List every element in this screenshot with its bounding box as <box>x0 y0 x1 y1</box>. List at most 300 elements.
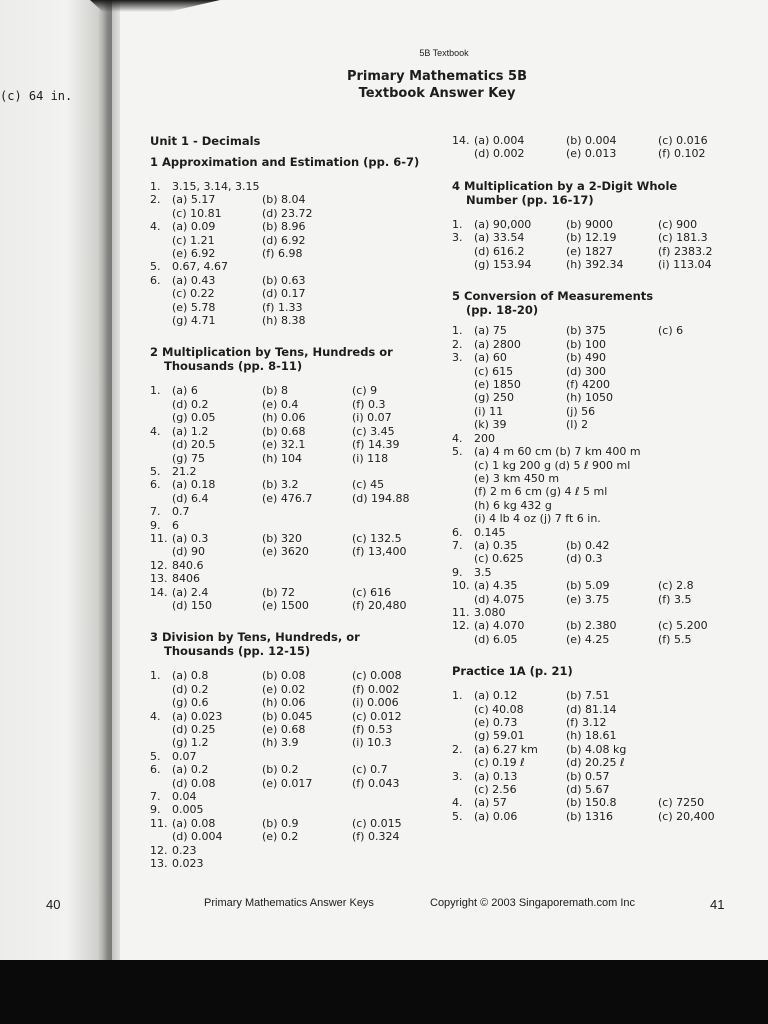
answer-row <box>452 324 752 337</box>
answer-cell: (e) 0.2 <box>262 830 299 844</box>
answer-cell: (a) 0.06 <box>474 809 518 823</box>
answer-cell: (e) 0.73 <box>474 716 518 729</box>
answer-cell: (b) 8.96 <box>262 220 306 234</box>
answer-row <box>452 365 752 378</box>
section-heading <box>150 630 442 658</box>
answer-cell: (i) 11 <box>474 404 504 418</box>
answer-cell: (i) 113.04 <box>658 258 712 272</box>
question-number <box>150 398 172 411</box>
answer-cell: (e) 3.75 <box>566 592 610 606</box>
question-number <box>150 287 172 300</box>
answer-row <box>150 669 442 682</box>
answer-cell: (a) 75 <box>474 324 507 338</box>
answer-cell: (f) 0.3 <box>352 397 386 411</box>
question-number <box>150 234 172 247</box>
answer-cell: (d) 0.3 <box>566 552 603 566</box>
answer-cell: 0.023 <box>172 857 204 871</box>
answer-cell: (f) 2 m 6 cm (g) 4 ℓ 5 ml <box>474 485 608 499</box>
answer-row <box>452 231 752 244</box>
answer-cell: (a) 0.08 <box>172 816 216 830</box>
answer-row <box>150 519 442 532</box>
question-number <box>150 599 172 612</box>
section-heading-line: Practice 1A (p. 21) <box>452 664 573 679</box>
spacer <box>150 169 442 180</box>
answer-row <box>150 844 442 857</box>
answer-row <box>150 830 442 843</box>
answer-cell: (a) 0.8 <box>172 669 209 683</box>
question-number <box>150 314 172 327</box>
answer-cell: (e) 0.68 <box>262 723 306 736</box>
answer-cell: (h) 104 <box>262 451 303 465</box>
answer-cell: (a) 4 m 60 cm (b) 7 km 400 m <box>474 445 641 459</box>
question-number <box>150 723 172 736</box>
answer-cell: (b) 0.57 <box>566 769 610 783</box>
question-number: 1. <box>150 180 161 193</box>
answer-cell: (b) 4.08 kg <box>566 742 627 756</box>
section-heading-line: 4 Multiplication by a 2-Digit Whole <box>452 178 678 193</box>
answer-cell: (b) 72 <box>262 585 296 599</box>
answer-cell: (c) 1 kg 200 g (d) 5 ℓ 900 ml <box>474 458 631 472</box>
answer-cell: (b) 5.09 <box>566 579 610 593</box>
answer-row <box>150 532 442 545</box>
answer-cell: (a) 2.4 <box>172 585 209 599</box>
page-header-label: 5B Textbook <box>419 48 469 58</box>
spacer <box>452 646 752 664</box>
answer-row <box>150 572 442 585</box>
answer-cell: (h) 0.06 <box>262 696 306 710</box>
answer-row <box>150 683 442 696</box>
answer-row <box>150 301 442 314</box>
answer-cell: (b) 0.045 <box>262 709 313 723</box>
answer-cell: (a) 60 <box>474 351 507 365</box>
answer-row <box>150 207 442 220</box>
question-number: 1. <box>150 669 161 683</box>
question-number: 1. <box>452 689 463 703</box>
answer-row <box>452 445 752 458</box>
answer-cell: (a) 2800 <box>474 337 521 351</box>
question-number <box>150 683 172 696</box>
answer-cell: (c) 615 <box>474 364 514 378</box>
answer-cell: 0.67, 4.67 <box>172 260 228 274</box>
answer-cell: (e) 6.92 <box>172 247 216 261</box>
answer-cell: (f) 5.5 <box>658 632 692 646</box>
answer-cell: 840.6 <box>172 558 204 572</box>
answer-cell: (c) 40.08 <box>474 702 524 716</box>
answer-row <box>452 405 752 418</box>
question-number: 2. <box>452 337 463 351</box>
footer-copyright: Copyright © 2003 Singaporemath.com Inc <box>430 897 635 909</box>
answer-cell: (b) 0.68 <box>262 424 306 438</box>
answer-cell: (c) 0.7 <box>352 763 388 777</box>
answer-cell: (a) 0.12 <box>474 689 518 703</box>
answer-cell: (h) 3.9 <box>262 736 299 750</box>
answer-cell: (c) 132.5 <box>352 531 402 545</box>
spacer <box>150 373 442 384</box>
answer-row <box>150 220 442 233</box>
answer-row <box>150 247 442 260</box>
answer-cell: (i) 0.006 <box>352 696 399 710</box>
answer-cell: (j) 56 <box>566 404 596 418</box>
answer-row <box>150 452 442 465</box>
question-number: 13. <box>150 572 168 586</box>
spacer <box>452 317 752 324</box>
section-heading <box>150 345 442 373</box>
answer-cell: (e) 0.017 <box>262 776 313 790</box>
answer-cell: (c) 181.3 <box>658 231 708 245</box>
answer-cell: (f) 20,480 <box>352 598 407 612</box>
section-heading-line: 1 Approximation and Estimation (pp. 6-7) <box>150 155 420 169</box>
answer-cell: (h) 392.34 <box>566 258 624 272</box>
answer-cell: (g) 4.71 <box>172 314 216 328</box>
answer-cell: (d) 6.4 <box>172 491 209 505</box>
question-number: 6. <box>150 478 161 492</box>
answer-cell: (g) 75 <box>172 451 206 465</box>
answer-row <box>150 505 442 518</box>
question-number <box>452 499 474 512</box>
answer-cell: (g) 1.2 <box>172 736 209 750</box>
answer-row <box>452 770 752 783</box>
answer-cell: (f) 14.39 <box>352 438 400 452</box>
answer-cell: (a) 4.070 <box>474 619 525 633</box>
answer-cell: (a) 0.13 <box>474 769 518 783</box>
answer-cell: (g) 0.6 <box>172 696 209 710</box>
answer-cell: (e) 0.4 <box>262 397 299 411</box>
answer-cell: 0.7 <box>172 505 190 519</box>
question-number <box>150 411 172 424</box>
question-number: 4. <box>150 424 161 438</box>
answer-cell: (b) 12.19 <box>566 231 617 245</box>
answer-row <box>150 260 442 273</box>
answer-cell: (e) 0.013 <box>566 147 617 161</box>
answer-cell: (d) 81.14 <box>566 702 617 716</box>
question-number: 5. <box>452 809 463 823</box>
answer-row <box>452 378 752 391</box>
answer-cell: 6 <box>172 518 179 532</box>
answer-cell: 0.23 <box>172 843 197 857</box>
answer-cell: (b) 320 <box>262 531 303 545</box>
answer-cell: (a) 90,000 <box>474 217 532 231</box>
question-number: 2. <box>150 193 161 207</box>
question-number <box>452 472 474 485</box>
question-number: 4. <box>150 220 161 234</box>
question-number <box>452 365 474 378</box>
answer-cell: (d) 23.72 <box>262 206 313 220</box>
question-number <box>452 418 474 431</box>
question-number <box>150 452 172 465</box>
book-spine-shadow <box>98 0 120 960</box>
answer-cell: (a) 33.54 <box>474 231 525 245</box>
question-number <box>150 696 172 709</box>
answer-cell: (d) 90 <box>172 545 206 559</box>
answer-row <box>452 593 752 606</box>
answer-cell: (c) 45 <box>352 478 385 492</box>
question-number: 9. <box>150 803 161 817</box>
question-number: 11. <box>150 816 168 830</box>
section-heading-line: Thousands (pp. 8-11) <box>164 359 303 374</box>
section-heading <box>452 179 752 207</box>
right-page-number: 41 <box>710 897 725 912</box>
question-number: 5. <box>150 464 161 478</box>
answer-row <box>452 633 752 646</box>
answer-column-left <box>150 134 442 870</box>
answer-row <box>452 716 752 729</box>
answer-cell: (e) 4.25 <box>566 632 610 646</box>
question-number <box>150 830 172 843</box>
answer-cell: (b) 8 <box>262 384 289 398</box>
question-number <box>150 545 172 558</box>
answer-row <box>150 723 442 736</box>
answer-row <box>150 384 442 397</box>
answer-cell: (d) 0.2 <box>172 397 209 411</box>
answer-cell: (a) 57 <box>474 796 507 810</box>
answer-cell: (b) 0.42 <box>566 538 610 552</box>
answer-cell: 21.2 <box>172 464 197 478</box>
question-number <box>452 459 474 472</box>
answer-cell: (b) 100 <box>566 337 607 351</box>
page-title <box>300 68 574 102</box>
answer-cell: (b) 490 <box>566 351 607 365</box>
answer-row <box>150 274 442 287</box>
answer-cell: (b) 7.51 <box>566 689 610 703</box>
answer-cell: (b) 0.63 <box>262 273 306 287</box>
answer-row <box>150 398 442 411</box>
question-number: 5. <box>150 749 161 763</box>
answer-row <box>150 599 442 612</box>
question-number: 12. <box>150 558 168 572</box>
section-heading-line: Unit 1 - Decimals <box>150 134 261 148</box>
answer-cell: (c) 0.008 <box>352 669 402 683</box>
answer-cell: (g) 0.05 <box>172 411 216 425</box>
spacer <box>150 658 442 669</box>
question-number: 14. <box>452 134 470 147</box>
question-number <box>452 716 474 729</box>
answer-row <box>452 810 752 823</box>
answer-cell: (c) 7250 <box>658 796 705 810</box>
question-number: 7. <box>452 538 463 552</box>
question-number: 9. <box>150 518 161 532</box>
question-number <box>452 485 474 498</box>
answer-row <box>150 438 442 451</box>
section-heading-line: (pp. 18-20) <box>466 303 539 318</box>
answer-cell: (i) 4 lb 4 oz (j) 7 ft 6 in. <box>474 512 601 526</box>
answer-row <box>150 287 442 300</box>
answer-cell: 0.145 <box>474 525 506 539</box>
answer-cell: (a) 4.35 <box>474 579 518 593</box>
answer-cell: (h) 1050 <box>566 391 614 405</box>
question-number: 1. <box>452 217 463 231</box>
answer-row <box>452 566 752 579</box>
answer-cell: (e) 5.78 <box>172 300 216 314</box>
answer-row <box>452 579 752 592</box>
spacer <box>150 612 442 630</box>
answer-cell: 0.04 <box>172 790 197 804</box>
answer-cell: (a) 6.27 km <box>474 742 538 756</box>
answer-cell: (a) 0.3 <box>172 531 209 545</box>
answer-row <box>452 459 752 472</box>
question-number: 10. <box>452 579 470 593</box>
answer-cell: (f) 0.002 <box>352 682 400 696</box>
answer-cell: (d) 4.075 <box>474 592 525 606</box>
question-number: 4. <box>452 431 463 445</box>
answer-cell: (d) 6.92 <box>262 233 306 247</box>
answer-cell: (c) 0.016 <box>658 134 708 147</box>
answer-row <box>150 465 442 478</box>
answer-row <box>150 425 442 438</box>
answer-row <box>452 796 752 809</box>
question-number: 5. <box>150 260 161 274</box>
answer-cell: (i) 0.07 <box>352 411 392 425</box>
answer-cell: (c) 616 <box>352 585 392 599</box>
question-number <box>452 258 474 271</box>
answer-cell: (a) 0.004 <box>474 134 525 147</box>
section-heading-line: 3 Division by Tens, Hundreds, or <box>150 630 360 645</box>
answer-row <box>150 492 442 505</box>
answer-cell: (c) 0.19 ℓ <box>474 756 525 770</box>
question-number <box>452 405 474 418</box>
question-number: 7. <box>150 505 161 519</box>
answer-row <box>150 411 442 424</box>
answer-row <box>452 512 752 525</box>
answer-cell: (c) 10.81 <box>172 206 222 220</box>
answer-row <box>150 696 442 709</box>
section-heading-line: Thousands (pp. 12-15) <box>164 644 311 659</box>
answer-row <box>150 193 442 206</box>
question-number <box>452 703 474 716</box>
answer-cell: (a) 0.09 <box>172 220 216 234</box>
answer-cell: (a) 0.023 <box>172 709 223 723</box>
answer-cell: (a) 0.35 <box>474 538 518 552</box>
answer-cell: (a) 1.2 <box>172 424 209 438</box>
answer-cell: (i) 118 <box>352 451 389 465</box>
answer-cell: (b) 3.2 <box>262 478 299 492</box>
question-number: 11. <box>452 605 470 619</box>
answer-cell: (h) 0.06 <box>262 411 306 425</box>
answer-cell: 8406 <box>172 572 200 586</box>
question-number: 1. <box>150 384 161 398</box>
question-number: 6. <box>150 763 161 777</box>
question-number <box>452 729 474 742</box>
section-heading-line: 5 Conversion of Measurements <box>452 289 654 304</box>
answer-row <box>452 418 752 431</box>
answer-row <box>150 586 442 599</box>
answer-cell: (c) 3.45 <box>352 424 395 438</box>
answer-cell: (d) 0.2 <box>172 682 209 696</box>
answer-cell: 0.07 <box>172 749 197 763</box>
answer-cell: (c) 900 <box>658 217 698 231</box>
answer-cell: (b) 150.8 <box>566 796 617 810</box>
answer-cell: (d) 6.05 <box>474 632 518 646</box>
answer-cell: (b) 0.9 <box>262 816 299 830</box>
question-number: 12. <box>452 619 470 633</box>
question-number <box>452 378 474 391</box>
answer-row <box>150 478 442 491</box>
answer-cell: (f) 1.33 <box>262 300 303 314</box>
answer-row <box>150 790 442 803</box>
question-number <box>452 593 474 606</box>
answer-cell: (c) 2.8 <box>658 579 694 593</box>
answer-row <box>452 472 752 485</box>
left-page-edge <box>0 0 112 960</box>
question-number: 6. <box>452 525 463 539</box>
answer-cell: (d) 194.88 <box>352 491 410 505</box>
answer-cell: (f) 0.324 <box>352 830 400 844</box>
section-heading <box>452 664 752 678</box>
answer-cell: (e) 476.7 <box>262 491 313 505</box>
answer-row <box>150 314 442 327</box>
answer-cell: (e) 32.1 <box>262 438 306 452</box>
answer-row <box>452 526 752 539</box>
answer-cell: 3.5 <box>474 565 492 579</box>
answer-row <box>452 606 752 619</box>
answer-cell: (c) 0.012 <box>352 709 402 723</box>
question-number <box>150 777 172 790</box>
answer-row <box>150 559 442 572</box>
answer-cell: (h) 8.38 <box>262 314 306 328</box>
answer-cell: (e) 3 km 450 m <box>474 471 560 485</box>
answer-cell: (g) 59.01 <box>474 729 525 743</box>
answer-cell: (b) 1316 <box>566 809 614 823</box>
answer-column-right <box>452 134 752 823</box>
answer-cell: (c) 0.625 <box>474 552 524 566</box>
answer-row <box>452 499 752 512</box>
answer-row <box>452 729 752 742</box>
answer-cell: (c) 2.56 <box>474 783 517 797</box>
answer-row <box>452 391 752 404</box>
answer-cell: (a) 0.43 <box>172 273 216 287</box>
answer-row <box>150 857 442 870</box>
question-number <box>150 736 172 749</box>
answer-cell: (l) 2 <box>566 418 589 432</box>
answer-row <box>150 234 442 247</box>
answer-cell: (d) 0.08 <box>172 776 216 790</box>
spacer <box>452 678 752 689</box>
section-heading <box>150 134 442 148</box>
answer-row <box>150 180 442 193</box>
answer-row <box>150 545 442 558</box>
answer-cell: (c) 0.015 <box>352 816 402 830</box>
answer-cell: (d) 0.002 <box>474 147 525 161</box>
answer-cell: (d) 300 <box>566 364 607 378</box>
answer-cell: 200 <box>474 431 495 445</box>
answer-cell: 0.005 <box>172 803 204 817</box>
answer-row <box>452 783 752 796</box>
answer-row <box>452 134 752 147</box>
answer-row <box>452 258 752 271</box>
answer-row <box>452 147 752 160</box>
question-number <box>150 207 172 220</box>
answer-cell: (b) 9000 <box>566 217 614 231</box>
answer-cell: (d) 150 <box>172 598 213 612</box>
answer-cell: (f) 13,400 <box>352 545 407 559</box>
answer-cell: (h) 18.61 <box>566 729 617 743</box>
section-heading <box>150 155 442 169</box>
spacer <box>452 271 752 289</box>
answer-cell: (c) 1.21 <box>172 233 215 247</box>
answer-row <box>452 552 752 565</box>
page-title-line-1: Primary Mathematics 5B <box>346 69 528 84</box>
question-number <box>452 391 474 404</box>
question-number: 13. <box>150 857 168 871</box>
answer-cell: (e) 1827 <box>566 244 613 258</box>
question-number: 6. <box>150 273 161 287</box>
section-heading-line: 2 Multiplication by Tens, Hundreds or <box>150 345 393 360</box>
question-number <box>452 245 474 258</box>
answer-cell: (d) 0.004 <box>172 830 223 844</box>
answer-cell: (f) 3.12 <box>566 716 607 729</box>
answer-cell: (c) 6 <box>658 324 684 338</box>
question-number <box>452 756 474 769</box>
question-number <box>150 247 172 260</box>
